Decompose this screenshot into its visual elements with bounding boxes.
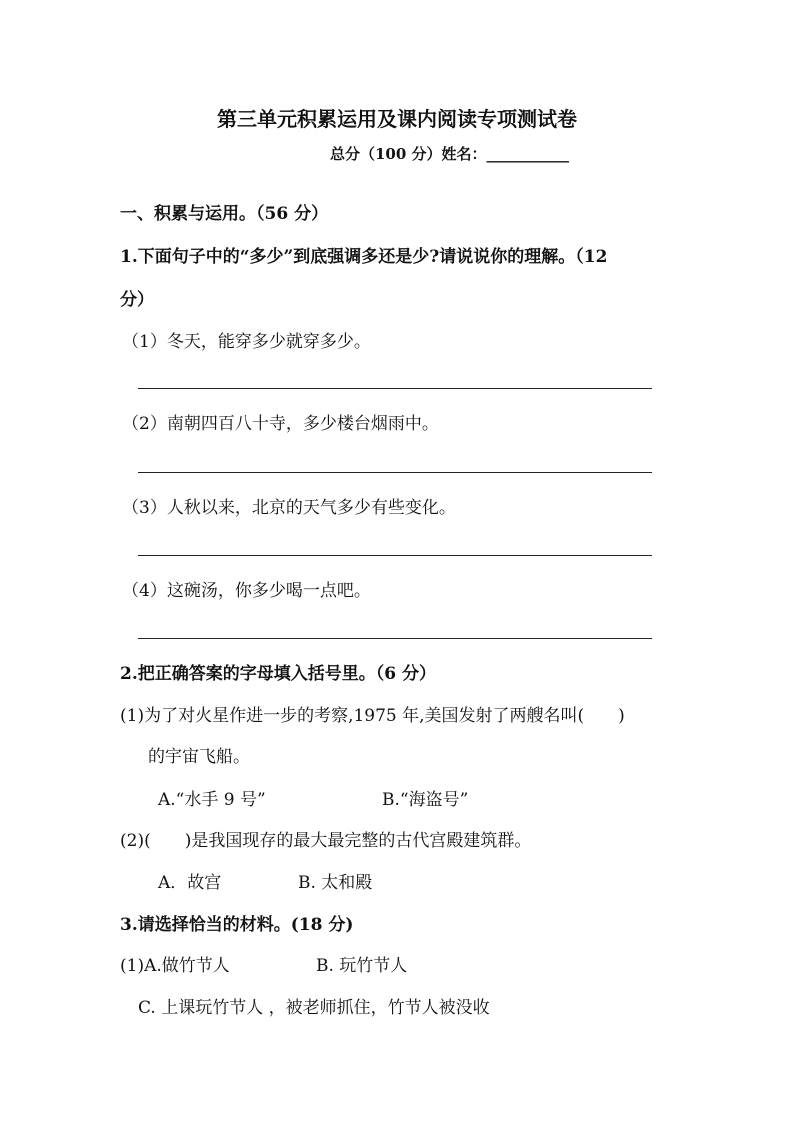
q2-sub2-option-a: A．故宫 xyxy=(158,873,222,893)
q2-stem: 2.把正确答案的字母填入括号里。（6 分） xyxy=(120,664,436,684)
q1-stem-line-1: 1.下面句子中的“多少”到底强调多还是少?请说说你的理解。（12 xyxy=(120,247,608,267)
q2-sub1-line-1: (1)为了对火星作进一步的考察,1975 年,美国发射了两艘名叫( ) xyxy=(120,706,625,726)
q1-answer-line-3 xyxy=(138,555,652,556)
q2-sub1-line-2: 的宇宙飞船。 xyxy=(148,747,250,767)
score-label: 总分（100 分）姓名： xyxy=(330,145,487,163)
q3-stem: 3.请选择恰当的材料。(18 分) xyxy=(120,915,354,935)
q1-stem-line-2: 分） xyxy=(120,290,154,310)
q1-item-1: （1）冬天，能穿多少就穿多少。 xyxy=(122,332,371,352)
q1-item-4: （4）这碗汤，你多少喝一点吧。 xyxy=(122,581,371,601)
page-title: 第三单元积累运用及课内阅读专项测试卷 xyxy=(217,107,577,131)
q1-item-2: （2）南朝四百八十寺，多少楼台烟雨中。 xyxy=(122,414,439,434)
q2-sub1-option-b: B.“海盗号” xyxy=(382,790,469,810)
score-and-name-line xyxy=(330,144,569,164)
q3-sub1-option-a: (1)A.做竹节人 xyxy=(120,956,230,976)
name-blank: ___________ xyxy=(486,145,570,163)
q2-sub2-option-b: B. 太和殿 xyxy=(298,873,373,893)
q1-answer-line-2 xyxy=(138,472,652,473)
q2-sub2-line: (2)( )是我国现存的最大最完整的古代宫殿建筑群。 xyxy=(120,831,532,851)
q2-sub1-option-a: A.“水手 9 号” xyxy=(158,790,266,810)
q1-answer-line-4 xyxy=(138,638,652,639)
section-1-heading: 一、积累与运用。（56 分） xyxy=(120,204,329,224)
q1-item-3: （3）人秋以来，北京的天气多少有些变化。 xyxy=(122,498,456,518)
q3-sub1-option-c: C. 上课玩竹节人 ，被老师抓住，竹节人被没收 xyxy=(138,998,490,1018)
q1-answer-line-1 xyxy=(138,388,652,389)
q3-sub1-option-b: B. 玩竹节人 xyxy=(316,956,408,976)
